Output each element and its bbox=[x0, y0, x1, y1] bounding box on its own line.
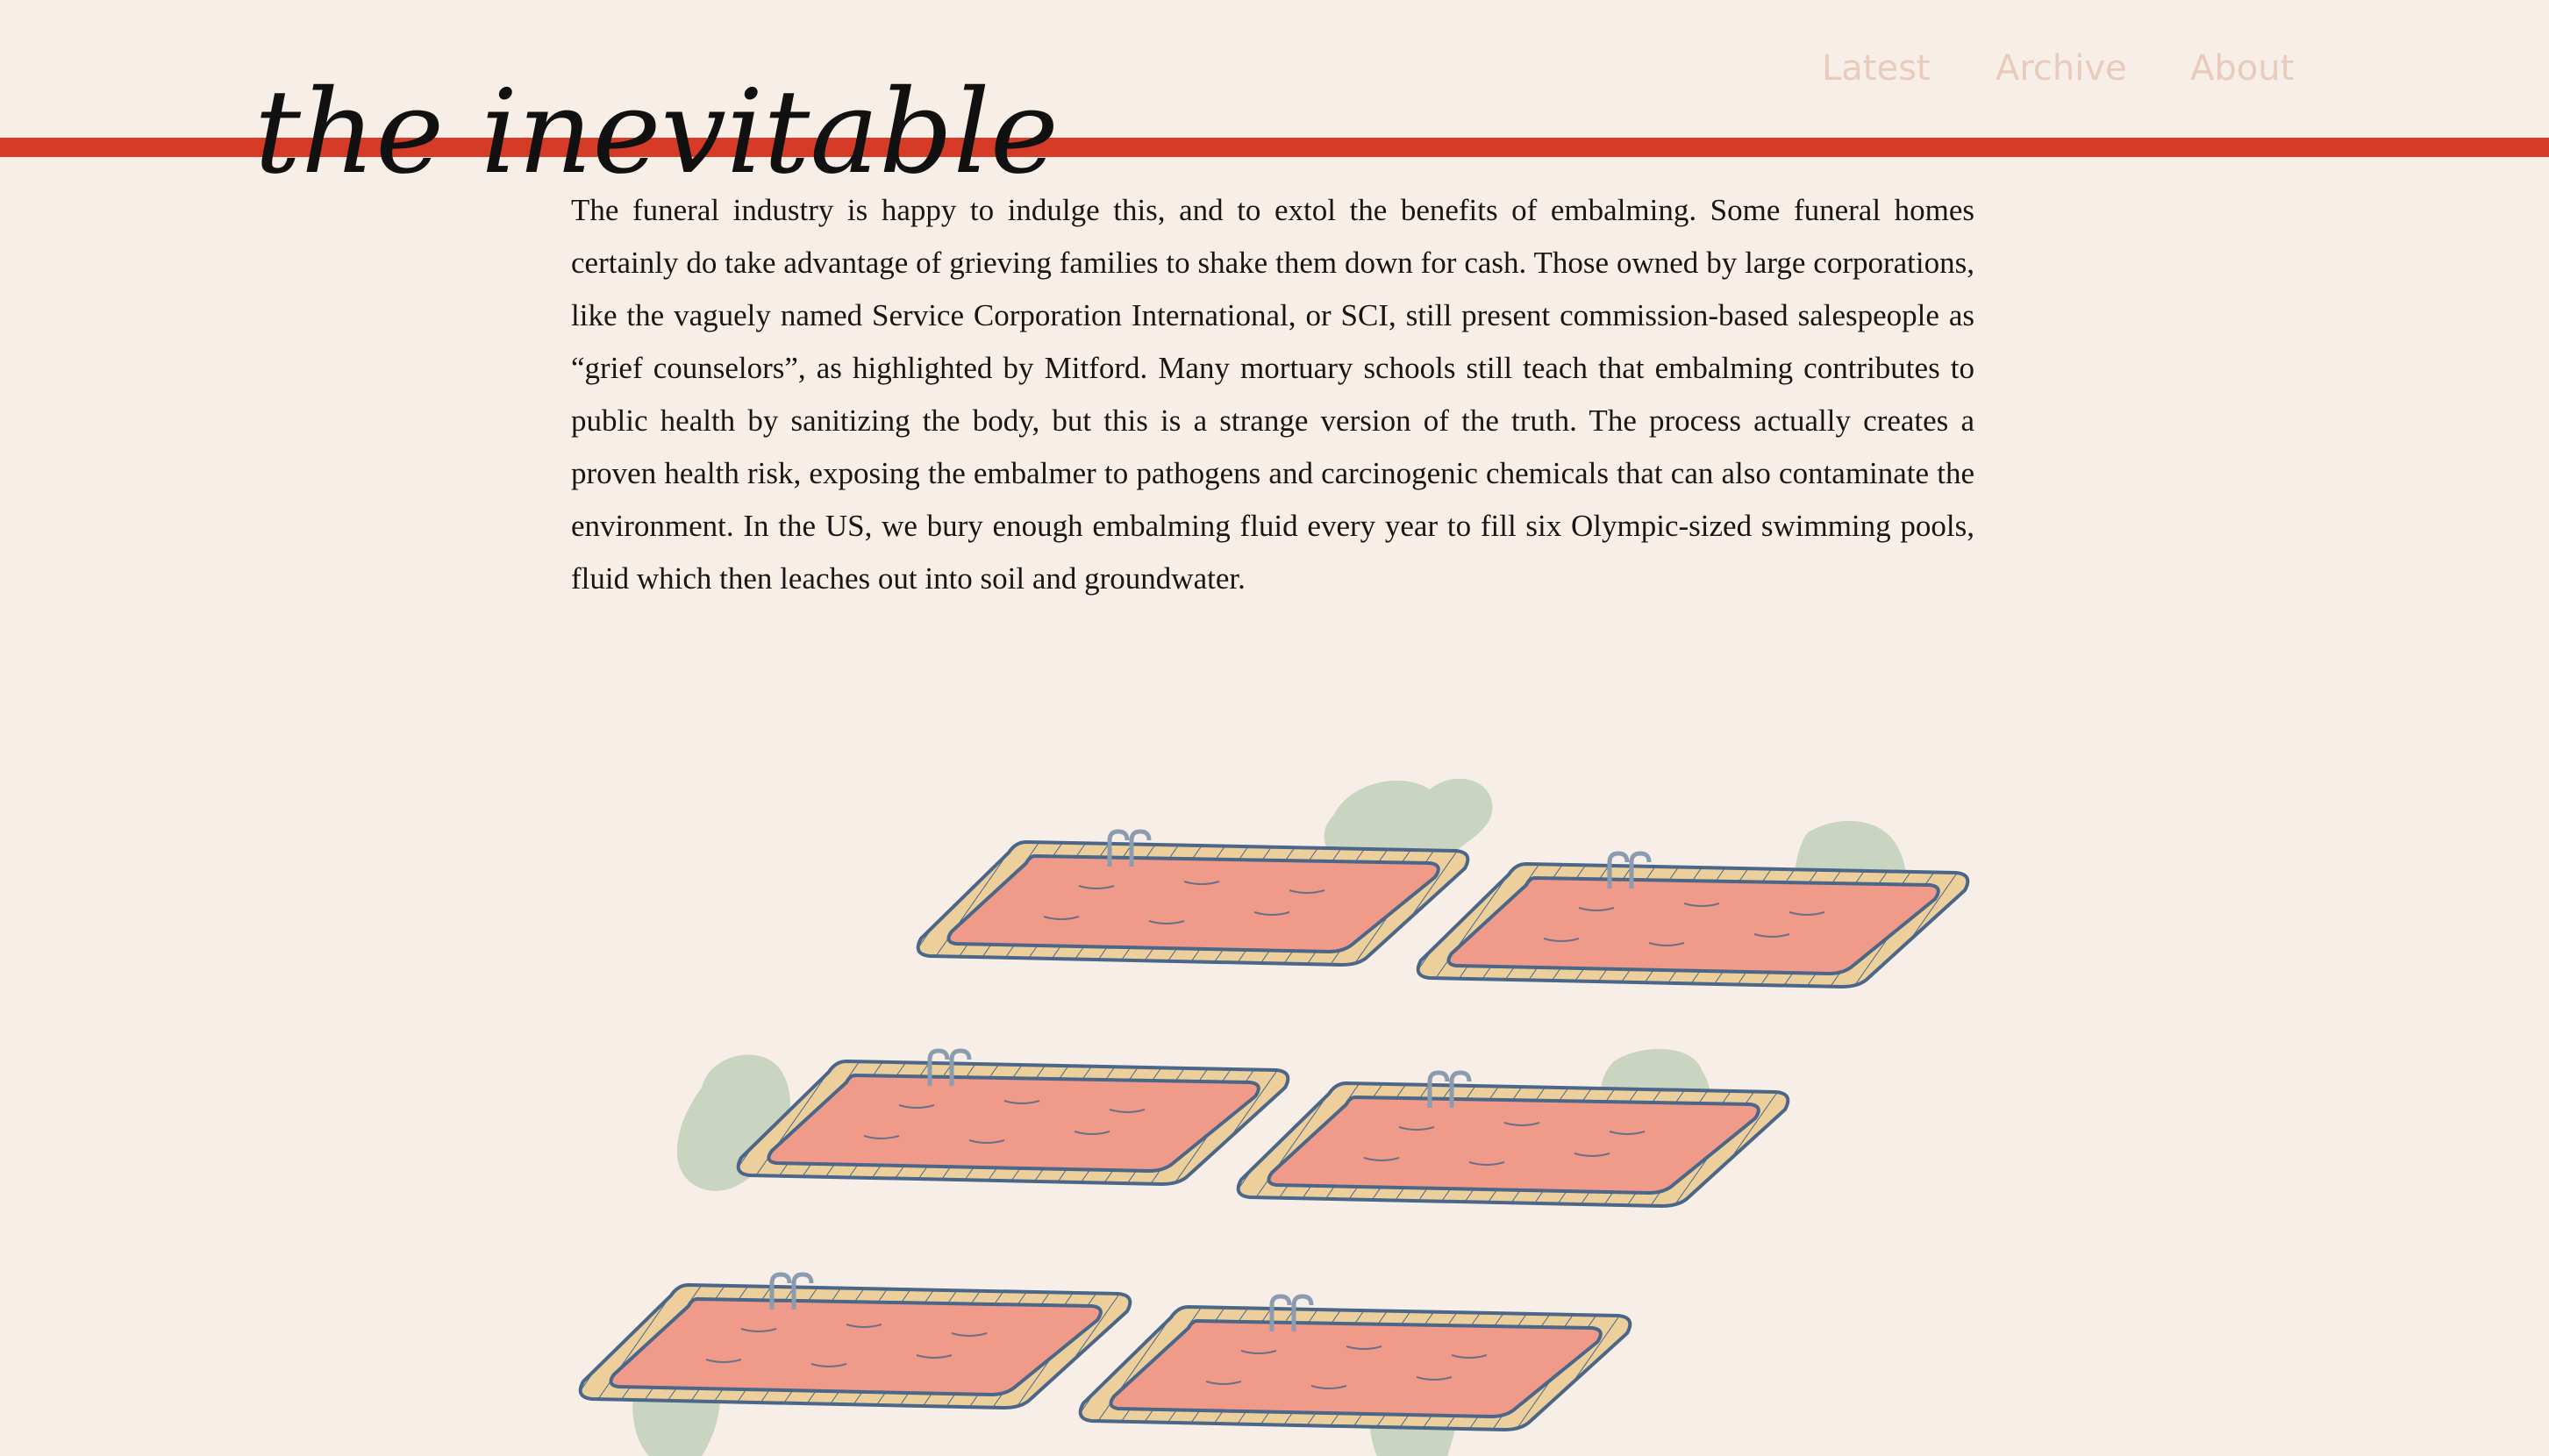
swimming-pools-illustration bbox=[561, 763, 1982, 1456]
nav-link-archive[interactable]: Archive bbox=[1996, 48, 2127, 89]
pool-2 bbox=[1418, 853, 1968, 987]
pool-5 bbox=[581, 1274, 1131, 1408]
pool-1 bbox=[918, 831, 1468, 965]
main-nav bbox=[1798, 46, 2342, 91]
pool-3 bbox=[739, 1051, 1289, 1184]
nav-link-latest[interactable]: Latest bbox=[1822, 48, 1931, 89]
article-paragraph: The funeral industry is happy to indulge this, and to extol the benefits of embalming. Some funeral homes certainly do take advantage of grieving families to shake them down for cash. Those owned by large corporations, like the vaguely named Service Corporation International, or SCI, still present commission-based salespeople as “grief counselors”, as highlighted by Mitford. Many mortuary schools still teach that embalming contributes to public health by sanitizing the body, but this is a strange version of the truth. The process actually creates a proven health risk, exposing the embalmer to pathogens and carcinogenic chemicals that can also contaminate the environment. In the US, we bury enough embalming fluid every year to fill six Olympic-sized swimming pools, fluid which then leaches out into soil and groundwater. bbox=[571, 193, 1974, 596]
site-logo-text: the inevitable bbox=[254, 65, 1059, 200]
nav-link-about[interactable]: About bbox=[2190, 48, 2295, 89]
pool-6 bbox=[1081, 1296, 1631, 1430]
pool-4 bbox=[1239, 1073, 1789, 1206]
site-logo[interactable] bbox=[254, 51, 1059, 200]
